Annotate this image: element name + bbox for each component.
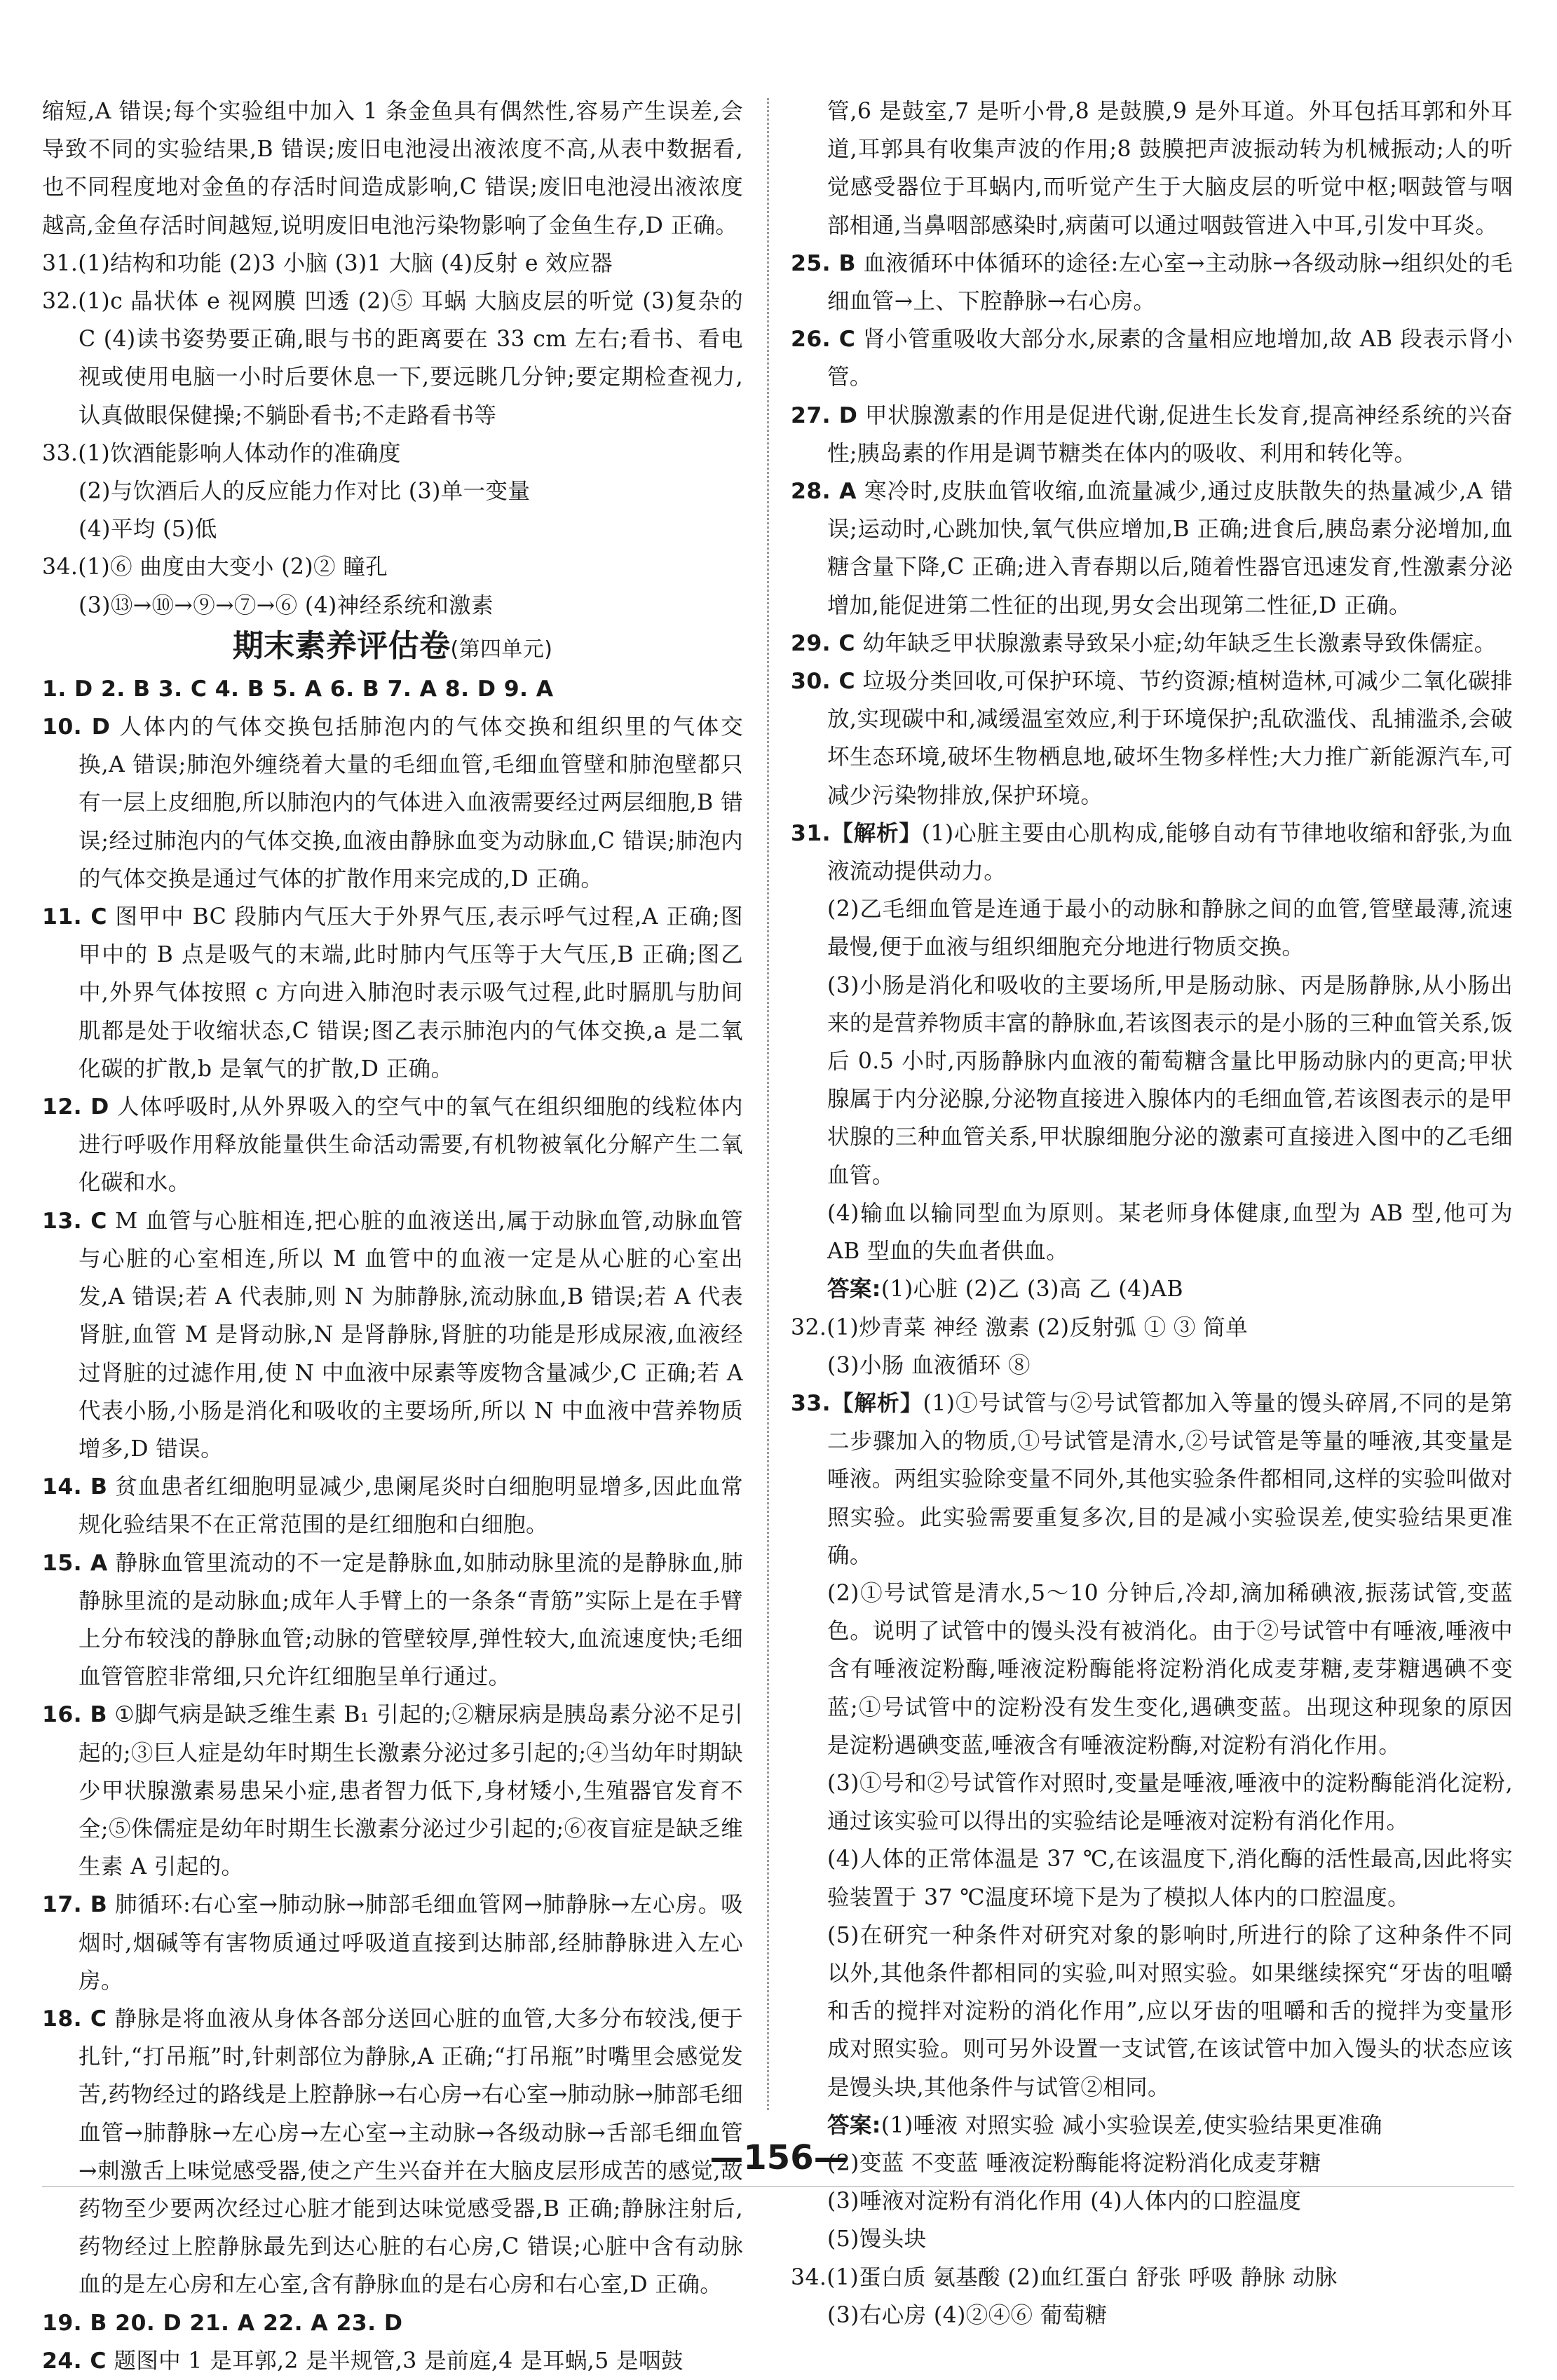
right-column (791, 93, 1513, 2334)
q15-explanation (42, 1544, 743, 1696)
section-title (42, 626, 743, 670)
section-title-sub: (第四单元) (450, 637, 553, 662)
q29-text: 幼年缺乏甲状腺激素导致呆小症;幼年缺乏生长激素导致侏儒症。 (862, 630, 1497, 656)
q15-text: 静脉血管里流动的不一定是静脉血,如肺动脉里流的是静脉血,肺静脉里流的是动脉血;成年人手臂上的一条条“青筋”实际上是在手臂上分布较浅的静脉血管;动脉的管壁较厚,弹性较大,血流速度快;毛细血管管腔非常细,只允许红细胞呈单行通过。 (79, 1550, 743, 1690)
q30-continuation: 缩短,A 错误;每个实验组中加入 1 条金鱼具有偶然性,容易产生误差,会导致不同的实验结果,B 错误;废旧电池浸出液浓度不高,从表中数据看,也不同程度地对金鱼的存活时间造成影响,C 错误;废旧电池浸出液浓度越高,金鱼存活时间越短,说明废旧电池污染物影响了金鱼生存,D 正确。 (42, 99, 743, 238)
q25-text: 血液循环中体循环的途径:左心室→主动脉→各级动脉→组织处的毛细血管→上、下腔静脉→右心房。 (827, 250, 1514, 315)
q12-text: 人体呼吸时,从外界吸入的空气中的氧气在组织细胞的线粒体内进行呼吸作用释放能量供生命活动需要,有机物被氧化分解产生二氧化碳和水。 (79, 1094, 744, 1196)
q31-analysis-1 (791, 815, 1513, 890)
q33-label: 33.【解析】 (791, 1390, 923, 1416)
q31-answer-text: (1)心脏 (2)乙 (3)高 乙 (4)AB (881, 1277, 1183, 1303)
q13-number: 13. C (42, 1208, 107, 1234)
q18-number: 18. C (42, 2006, 107, 2032)
q18-text: 静脉是将血液从身体各部分送回心脏的血管,大多分布较浅,便于扎针,“打吊瓶”时,针刺部位为静脉,A 正确;“打吊瓶”时嘴里会感觉发苦,药物经过的路线是上腔静脉→右心房→右心室→肺动脉→肺部毛细血管→肺静脉→左心房→左心室→主动脉→各级动脉→舌部毛细血管→刺激舌上味觉感受器,使之产生兴奋并在大脑皮层形成苦的感觉,故药物至少要两次经过心脏才能到达味觉感受器,B 正确;静脉注射后,药物经过上腔静脉最先到达心脏的右心房,C 错误;心脏中含有动脉血的是左心房和左心室,含有静脉血的是右心房和右心室,D 正确。 (79, 2006, 743, 2298)
q33-analysis-2: (2)①号试管是清水,5～10 分钟后,冷却,滴加稀碘液,振荡试管,变蓝色。说明了试管中的馒头没有被消化。由于②号试管中有唾液,唾液中含有唾液淀粉酶,唾液淀粉酶能将淀粉消化成麦芽糖,麦芽糖遇碘不变蓝;①号试管中的淀粉没有发生变化,遇碘变蓝。出现这种现象的原因是淀粉遇碘变蓝,唾液含有唾液淀粉酶,对淀粉有消化作用。 (827, 1580, 1513, 1758)
q31-analysis-3: (3)小肠是消化和吸收的主要场所,甲是肠动脉、丙是肠静脉,从小肠出来的是营养物质丰富的静脉血,若该图表示的是小肠的三种血管关系,饭后 0.5 小时,丙肠静脉内血液的葡萄糖含量比甲肠动脉内的更高;甲状腺属于内分泌腺,分泌物直接进入腺体内的毛细血管,若该图表示的是甲状腺的三种血管关系,甲状腺细胞分泌的激素可直接进入图中的乙毛细血管。 (827, 972, 1513, 1188)
q26-text: 肾小管重吸收大部分水,尿素的含量相应地增加,故 AB 段表示肾小管。 (827, 327, 1513, 390)
q28-text: 寒冷时,皮肤血管收缩,血流量减少,通过皮肤散失的热量减少,A 错误;运动时,心跳加快,氧气供应增加,B 正确;进食后,胰岛素分泌增加,血糖含量下降,C 正确;进入青春期以后,随着性器官迅速发育,性激素分泌增加,能促进第二性征的出现,男女会出现第二性征,D 正确。 (827, 479, 1513, 618)
q32-answer-2: (3)小肠 血液循环 ⑧ (827, 1352, 1031, 1378)
q33-answer-3: (4)平均 (5)低 (79, 517, 217, 543)
q33-answer-4: (5)馒头块 (827, 2226, 927, 2252)
q30-explanation (791, 662, 1513, 815)
q13-explanation (42, 1202, 743, 1468)
column-divider (767, 98, 769, 2110)
page-number: —156— (709, 2138, 848, 2177)
q17-number: 17. B (42, 1892, 108, 1918)
q32-answer-1: 32.(1)炒青菜 神经 激素 (2)反射弧 ① ③ 简单 (791, 1314, 1249, 1340)
q31-answer: 31.(1)结构和功能 (2)3 小脑 (3)1 大脑 (4)反射 e 效应器 (42, 250, 613, 276)
q33-analysis-text: (1)①号试管与②号试管都加入等量的馒头碎屑,不同的是第二步骤加入的物质,①号试管是清水,②号试管是等量的唾液,其变量是唾液。两组实验除变量不同外,其他实验条件都相同,这样的实验叫做对照实验。此实验需要重复多次,目的是减小实验误差,使实验结果更准确。 (827, 1390, 1513, 1568)
q16-number: 16. B (42, 1702, 107, 1728)
q27-explanation (791, 397, 1513, 472)
q33-answer-1: 33.(1)饮酒能影响人体动作的准确度 (42, 440, 401, 466)
q33-answer-2: (2)与饮酒后人的反应能力作对比 (3)单一变量 (79, 479, 531, 505)
q33-analysis-1 (791, 1385, 1513, 1575)
q24-number: 24. C (42, 2348, 107, 2374)
q32-answer: 32.(1)c 晶状体 e 视网膜 凹透 (2)⑤ 耳蜗 大脑皮层的听觉 (3)复杂的 C (4)读书姿势要正确,眼与书的距离要在 33 cm 左右;看书、看电视或使用电脑一小时后要休息一下,要远眺几分钟;要定期检查视力,认真做眼保健操;不躺卧看书;不走路看书等 (42, 289, 743, 428)
q33-answer-text: (1)唾液 对照实验 减小实验误差,使实验结果更准确 (881, 2112, 1382, 2138)
q31-label: 31.【解析】 (791, 820, 922, 846)
q34-answer-2: (3)右心房 (4)②④⑥ 葡萄糖 (827, 2302, 1108, 2328)
q14-text: 贫血患者红细胞明显减少,患阑尾炎时白细胞明显增多,因此血常规化验结果不在正常范围的是红细胞和白细胞。 (79, 1474, 743, 1538)
section-title-main: 期末素养评估卷 (232, 627, 451, 664)
q17-text: 肺循环:右心室→肺动脉→肺部毛细血管网→肺静脉→左心房。吸烟时,烟碱等有害物质通过呼吸道直接到达肺部,经肺静脉进入左心房。 (79, 1892, 744, 1994)
q14-explanation (42, 1468, 743, 1544)
q12-explanation (42, 1088, 743, 1202)
q11-explanation (42, 898, 743, 1088)
q33-analysis-5: (5)在研究一种条件对研究对象的影响时,所进行的除了这种条件不同以外,其他条件都相同的实验,叫对照实验。如果继续探究“牙齿的咀嚼和舌的搅拌对淀粉的消化作用”,应以牙齿的咀嚼和舌的搅拌为变量形成对照实验。则可另外设置一支试管,在该试管中加入馒头的状态应该是馒头块,其他条件与试管②相同。 (827, 1922, 1513, 2100)
q33-answer-3: (3)唾液对淀粉有消化作用 (4)人体内的口腔温度 (827, 2189, 1302, 2215)
q28-explanation (791, 472, 1513, 625)
q31-answer (791, 1270, 1513, 1308)
q29-number: 29. C (791, 630, 855, 656)
q34-answer-1: 34.(1)⑥ 曲度由大变小 (2)② 瞳孔 (42, 555, 388, 580)
q10-explanation (42, 708, 743, 898)
q24-text: 题图中 1 是耳郭,2 是半规管,3 是前庭,4 是耳蜗,5 是咽鼓 (114, 2348, 684, 2374)
q30-text: 垃圾分类回收,可保护环境、节约资源;植树造林,可减少二氧化碳排放,实现碳中和,减缓温室效应,利于环境保护;乱砍滥伐、乱捕滥杀,会破坏生态环境,破坏生物栖息地,破坏生物多样性;大力推广新能源汽车,可减少污染物排放,保护环境。 (827, 669, 1513, 808)
q34-answer-2: (3)⑬→⑩→⑨→⑦→⑥ (4)神经系统和激素 (79, 592, 494, 618)
q33-analysis-4: (4)人体的正常体温是 37 ℃,在该温度下,消化酶的活性最高,因此将实验装置于 37 ℃温度环境下是为了模拟人体内的口腔温度。 (827, 1847, 1513, 1910)
q17-explanation (42, 1886, 743, 2000)
q10-text: 人体内的气体交换包括肺泡内的气体交换和组织里的气体交换,A 错误;肺泡外缠绕着大量的毛细血管,毛细血管壁和肺泡壁都只有一层上皮细胞,所以肺泡内的气体进入血液需要经过两层细胞,B 错误;经过肺泡内的气体交换,血液由静脉血变为动脉血,C 错误;肺泡内的气体交换是通过气体的扩散作用来完成的,D 正确。 (79, 714, 744, 892)
bottom-divider (42, 2186, 1514, 2187)
answers-1-9: 1. D 2. B 3. C 4. B 5. A 6. B 7. A 8. D 9. A (42, 676, 554, 702)
q13-text: M 血管与心脏相连,把心脏的血液送出,属于动脉血管,动脉血管与心脏的心室相连,所以 M 血管中的血液一定是从心脏的心室出发,A 错误;若 A 代表肺,则 N 为肺静脉,流动脉血,B 错误;若 A 代表肾脏,血管 M 是肾动脉,N 是肾静脉,肾脏的功能是形成尿液,血液经过肾脏的过滤作用,使 N 中血液中尿素等废物含量减少,C 正确;若 A 代表小肠,小肠是消化和吸收的主要场所,所以 N 中血液中营养物质增多,D 错误。 (79, 1208, 743, 1462)
q26-explanation (791, 320, 1513, 396)
q33-answer-2: (2)变蓝 不变蓝 唾液淀粉酶能将淀粉消化成麦芽糖 (827, 2150, 1321, 2176)
q27-text: 甲状腺激素的作用是促进代谢,促进生长发育,提高神经系统的兴奋性;胰岛素的作用是调节糖类在体内的吸收、利用和转化等。 (827, 402, 1513, 466)
q11-number: 11. C (42, 904, 107, 930)
left-column (42, 93, 743, 2380)
q29-explanation (791, 625, 1513, 662)
answers-19-23: 19. B 20. D 21. A 22. A 23. D (42, 2310, 403, 2336)
q30-number: 30. C (791, 669, 855, 695)
q31-analysis-text: (1)心脏主要由心肌构成,能够自动有节律地收缩和舒张,为血液流动提供动力。 (827, 820, 1514, 885)
q33-analysis-3: (3)①号和②号试管作对照时,变量是唾液,唾液中的淀粉酶能消化淀粉,通过该实验可以得出的实验结论是唾液对淀粉有消化作用。 (827, 1770, 1513, 1835)
q31-analysis-2: (2)乙毛细血管是连通于最小的动脉和静脉之间的血管,管壁最薄,流速最慢,便于血液与组织细胞充分地进行物质交换。 (827, 897, 1513, 960)
q15-number: 15. A (42, 1550, 108, 1576)
q24-explanation-start (42, 2342, 743, 2380)
q10-number: 10. D (42, 714, 111, 740)
q12-number: 12. D (42, 1094, 109, 1120)
q26-number: 26. C (791, 327, 856, 353)
q28-number: 28. A (791, 479, 857, 505)
q25-explanation (791, 245, 1513, 320)
q31-analysis-4: (4)输血以输同型血为原则。某老师身体健康,血型为 AB 型,他可为 AB 型血的失血者供血。 (827, 1200, 1513, 1265)
q24-continuation: 管,6 是鼓室,7 是听小骨,8 是鼓膜,9 是外耳道。外耳包括耳郭和外耳道,耳郭具有收集声波的作用;8 鼓膜把声波振动转为机械振动;人的听觉感受器位于耳蜗内,而听觉产生于大脑皮层的听觉中枢;咽鼓管与咽部相通,当鼻咽部感染时,病菌可以通过咽鼓管进入中耳,引发中耳炎。 (827, 99, 1513, 238)
q11-text: 图甲中 BC 段肺内气压大于外界气压,表示呼气过程,A 正确;图甲中的 B 点是吸气的末端,此时肺内气压等于大气压,B 正确;图乙中,外界气体按照 c 方向进入肺泡时表示吸气过程,此时膈肌与肋间肌都是处于收缩状态,C 错误;图乙表示肺泡内的气体交换,a 是二氧化碳的扩散,b 是氧气的扩散,D 正确。 (79, 904, 743, 1082)
q31-answer-label: 答案: (827, 1277, 881, 1303)
q16-explanation (42, 1696, 743, 1886)
q16-text: ①脚气病是缺乏维生素 B₁ 引起的;②糖尿病是胰岛素分泌不足引起的;③巨人症是幼年时期生长激素分泌过多引起的;④当幼年时期缺少甲状腺激素易患呆小症,患者智力低下,身材矮小,生殖器官发育不全;⑤侏儒症是幼年时期生长激素分泌过少引起的;⑥夜盲症是缺乏维生素 A 引起的。 (79, 1702, 744, 1880)
q14-number: 14. B (42, 1474, 108, 1500)
q27-number: 27. D (791, 402, 858, 428)
q33-answer-label: 答案: (827, 2112, 881, 2138)
q25-number: 25. B (791, 250, 856, 276)
q34-answer-1: 34.(1)蛋白质 氨基酸 (2)血红蛋白 舒张 呼吸 静脉 动脉 (791, 2264, 1338, 2290)
